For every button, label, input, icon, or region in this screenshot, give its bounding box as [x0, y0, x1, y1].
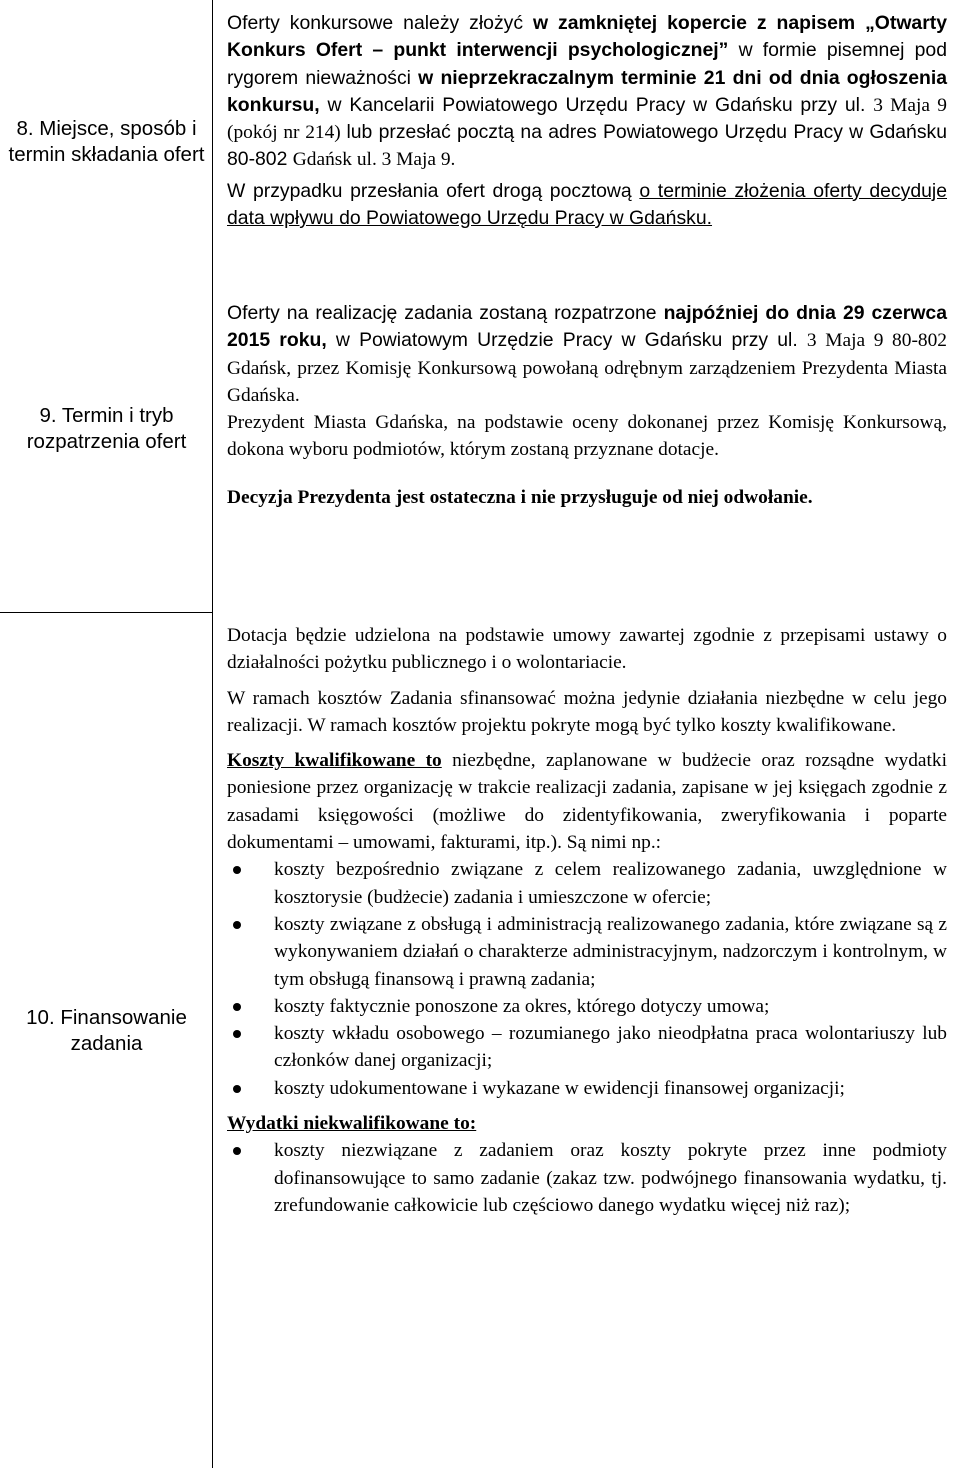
section-8-paragraph-1: Oferty konkursowe należy złożyć w zamkniętej kopercie z napisem „Otwarty Konkurs Ofert – punkt interwencji psychologicznej” w formie pisemnej pod rygorem nieważności w nieprzekraczalnym terminie 21 dni od dnia ogłoszenia konkursu, w Kancelarii Powiatowego Urzędu Pracy w Gdańsku przy ul. 3 Maja 9 (pokój nr 214) lub przesłać pocztą na adres Powiatowego Urzędu Pracy w Gdańsku 80-802 Gdańsk ul. 3 Maja 9. — [227, 12, 948, 171]
section-10-content — [227, 622, 947, 1219]
bullet-icon — [233, 1085, 241, 1093]
section-9-paragraph-1: Oferty na realizację zadania zostaną rozpatrzone najpóźniej do dnia 29 czerwca 2015 roku, w Powiatowym Urzędzie Pracy w Gdańsku przy ul. 3 Maja 9 80-802 Gdańsk, przez Komisję Konkursową powołaną odrębnym zarządzeniem Prezydenta Miasta Gdańska. — [227, 302, 947, 406]
list-item: koszty bezpośrednio związane z celem realizowanego zadania, uwzględnione w kosztorysie (budżecie) zadania i umieszczone w ofercie; — [227, 856, 947, 911]
ineligible-costs-heading: Wydatki niekwalifikowane to: — [227, 1113, 477, 1135]
list-item: koszty faktycznie ponoszone za okres, którego dotyczy umowa; — [227, 993, 947, 1020]
section-10-paragraph-3: Koszty kwalifikowane to niezbędne, zaplanowane w budżecie oraz rozsądne wydatki poniesione przez organizację w trakcie realizacji zadania, zapisane w jej księgach zgodnie z zasadami księgowości (możliwe do zidentyfikowania, zweryfikowania i poparte dokumentami – umowami, fakturami, itp.). Są nimi np.: — [227, 750, 947, 854]
list-item: koszty wkładu osobowego – rozumianego jako nieodpłatna praca wolontariuszy lub członków danej organizacji; — [227, 1020, 947, 1075]
section-8-content — [227, 10, 947, 232]
section-8-label: 8. Miejsce, sposób i termin składania ofert — [8, 117, 205, 166]
section-9-content — [227, 300, 947, 511]
section-9-decision: Decyzja Prezydenta jest ostateczna i nie przysługuje od niej odwołanie. — [227, 486, 813, 508]
section-10-paragraph-1: Dotacja będzie udzielona na podstawie umowy zawartej zgodnie z przepisami ustawy o działalności pożytku publicznego i o wolontariacie. — [227, 625, 947, 674]
section-9-paragraph-2: Prezydent Miasta Gdańska, na podstawie oceny dokonanej przez Komisję Konkursową, dokona wyboru podmiotów, którym zostaną przyznane dotacje. — [227, 412, 947, 461]
section-10-label: 10. Finansowanie zadania — [26, 1006, 187, 1055]
section-9-label: 9. Termin i tryb rozpatrzenia ofert — [26, 404, 187, 453]
row-divider — [0, 612, 213, 613]
bullet-icon — [233, 921, 241, 929]
list-item: koszty niezwiązane z zadaniem oraz koszty pokryte przez inne podmioty dofinansowujące to samo zadanie (zakaz tzw. podwójnego finansowania wydatku, tj. zrefundowanie całkowicie lub częściowo danego wydatku więcej niż raz); — [227, 1137, 947, 1219]
bullet-icon — [233, 1030, 241, 1038]
section-10-paragraph-2: W ramach kosztów Zadania sfinansować można jedynie działania niezbędne w celu jego realizacji. W ramach kosztów projektu pokryte mogą być tylko koszty kwalifikowane. — [227, 687, 947, 736]
eligible-costs-heading: Koszty kwalifikowane to — [227, 750, 442, 772]
label-column — [0, 0, 213, 1468]
section-8-paragraph-2: W przypadku przesłania ofert drogą pocztową o terminie złożenia oferty decyduje data wpływu do Powiatowego Urzędu Pracy w Gdańsku. — [227, 179, 947, 230]
bullet-icon — [233, 1003, 241, 1011]
eligible-costs-list — [227, 856, 947, 1102]
list-item: koszty związane z obsługą i administracją realizowanego zadania, które związane są z wykonywaniem działań o charakterze administracyjnym, nadzorczym i kontrolnym, w tym obsługą finansową i prawną zadania; — [227, 911, 947, 993]
bullet-icon — [233, 1147, 241, 1155]
bullet-icon — [233, 866, 241, 874]
ineligible-costs-list — [227, 1137, 947, 1219]
list-item: koszty udokumentowane i wykazane w ewidencji finansowej organizacji; — [227, 1075, 947, 1102]
